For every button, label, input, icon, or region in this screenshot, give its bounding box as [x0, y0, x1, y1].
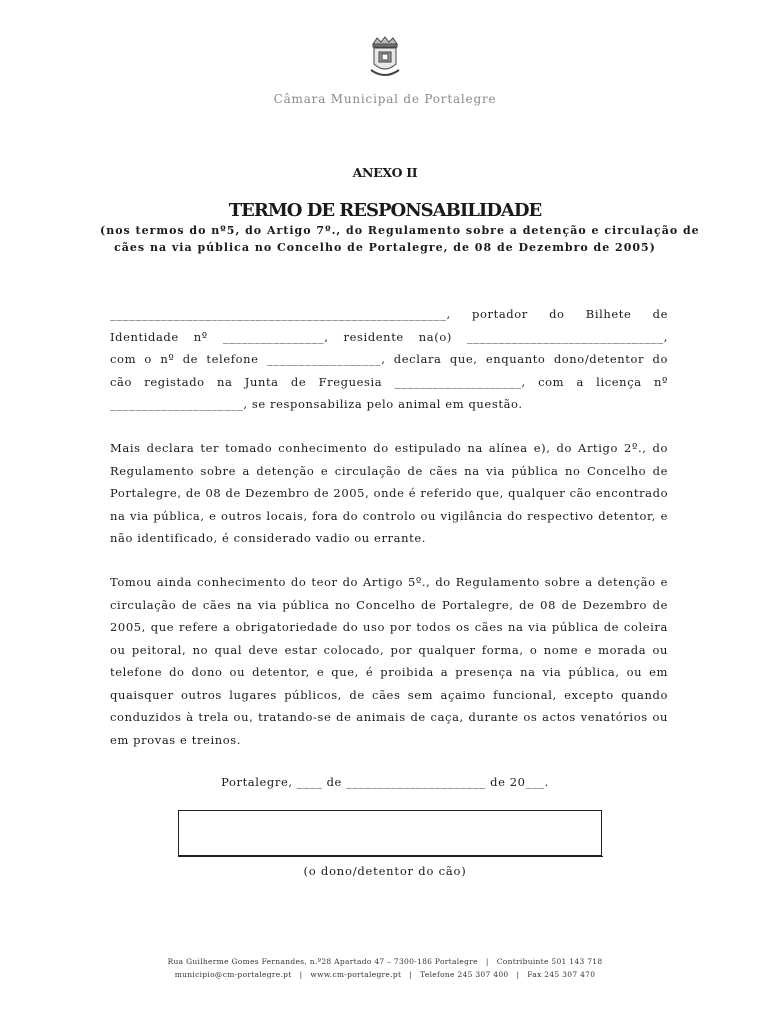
paragraph-line: não identificado, é considerado vadio ou errante.: [110, 531, 426, 545]
paragraph-line: ou peitoral, no qual deve estar colocado, por qualquer forma, o nome e morada ou: [110, 642, 668, 657]
signature-caption: (o dono/detentor do cão): [303, 864, 467, 878]
paragraph-line: quaisquer outros lugares públicos, de cães sem açaimo funcional, excepto quando: [110, 687, 668, 702]
footer-contact-line: [0, 970, 770, 979]
footer-fax: Fax 245 307 470: [527, 970, 596, 979]
paragraph-line: cão registado na Junta de Freguesia ____________________, com a licença nº: [110, 374, 668, 389]
paragraph-line: Mais declara ter tomado conhecimento do estipulado na alínea e), do Artigo 2º., do: [110, 441, 668, 455]
paragraph-line: em provas e treinos.: [110, 732, 242, 747]
paragraph-line: Portalegre, de 08 de Dezembro de 2005, onde é referido que, qualquer cão encontrado: [110, 486, 669, 500]
article5-paragraph: [110, 571, 668, 751]
paragraph-line: 2005, que refere a obrigatoriedade do uso por todos os cães na via pública de coleira: [110, 620, 668, 634]
subtitle-line: cães na via pública no Concelho de Portalegre, de 08 de Dezembro de 2005): [114, 241, 656, 254]
footer-separator: |: [516, 970, 520, 979]
paragraph-line: _____________________, se responsabiliza pelo animal em questão.: [110, 397, 523, 411]
subtitle-line: (nos termos do nº5, do Artigo 7º., do Regulamento sobre a detenção e circulação de: [100, 224, 700, 237]
footer-taxpayer: Contribuinte 501 143 718: [496, 957, 603, 966]
municipality-name: Câmara Municipal de Portalegre: [273, 92, 497, 106]
knowledge-paragraph: [110, 437, 668, 550]
footer-separator: |: [299, 970, 303, 979]
paragraph-line: telefone do dono ou detentor, e que, é proibida a presença na via pública, ou em: [110, 665, 668, 679]
paragraph-line: _____________________________________________________, portador do Bilhete de: [110, 307, 668, 321]
signature-box[interactable]: [178, 810, 602, 856]
paragraph-line: Regulamento sobre a detenção e circulação de cães na via pública no Concelho de: [110, 463, 668, 478]
footer-separator: |: [485, 957, 489, 966]
footer-website: www.cm-portalegre.pt: [310, 970, 402, 979]
footer-address: Rua Guilherme Gomes Fernandes, n.º28 Apartado 47 – 7300-186 Portalegre: [167, 957, 478, 966]
footer-separator: |: [409, 970, 413, 979]
footer-email: municipio@cm-portalegre.pt: [174, 970, 292, 979]
municipal-crest-icon: [365, 36, 405, 82]
declaration-paragraph: [110, 303, 668, 416]
annex-label: ANEXO II: [352, 165, 418, 180]
document-subtitle: [100, 222, 700, 256]
paragraph-line: Tomou ainda conhecimento do teor do Artigo 5º., do Regulamento sobre a detenção e: [110, 575, 668, 589]
document-title: TERMO DE RESPONSABILIDADE: [228, 200, 542, 221]
footer-phone: Telefone 245 307 400: [420, 970, 509, 979]
place-date-line: Portalegre, ____ de ______________________ de 20___.: [221, 775, 549, 789]
paragraph-line: com o nº de telefone __________________, declara que, enquanto dono/detentor do: [110, 352, 668, 366]
paragraph-line: Identidade nº ________________, residente na(o) _______________________________,: [110, 329, 668, 344]
paragraph-line: circulação de cães na via pública no Concelho de Portalegre, de 08 de Dezembro de: [110, 597, 668, 612]
footer-address-line: [0, 957, 770, 966]
paragraph-line: conduzidos à trela ou, tratando-se de animais de caça, durante os actos venatórios ou: [110, 710, 668, 724]
signature-line: [178, 856, 603, 857]
paragraph-line: na via pública, e outros locais, fora do controlo ou vigilância do respectivo detentor, e: [110, 508, 668, 523]
